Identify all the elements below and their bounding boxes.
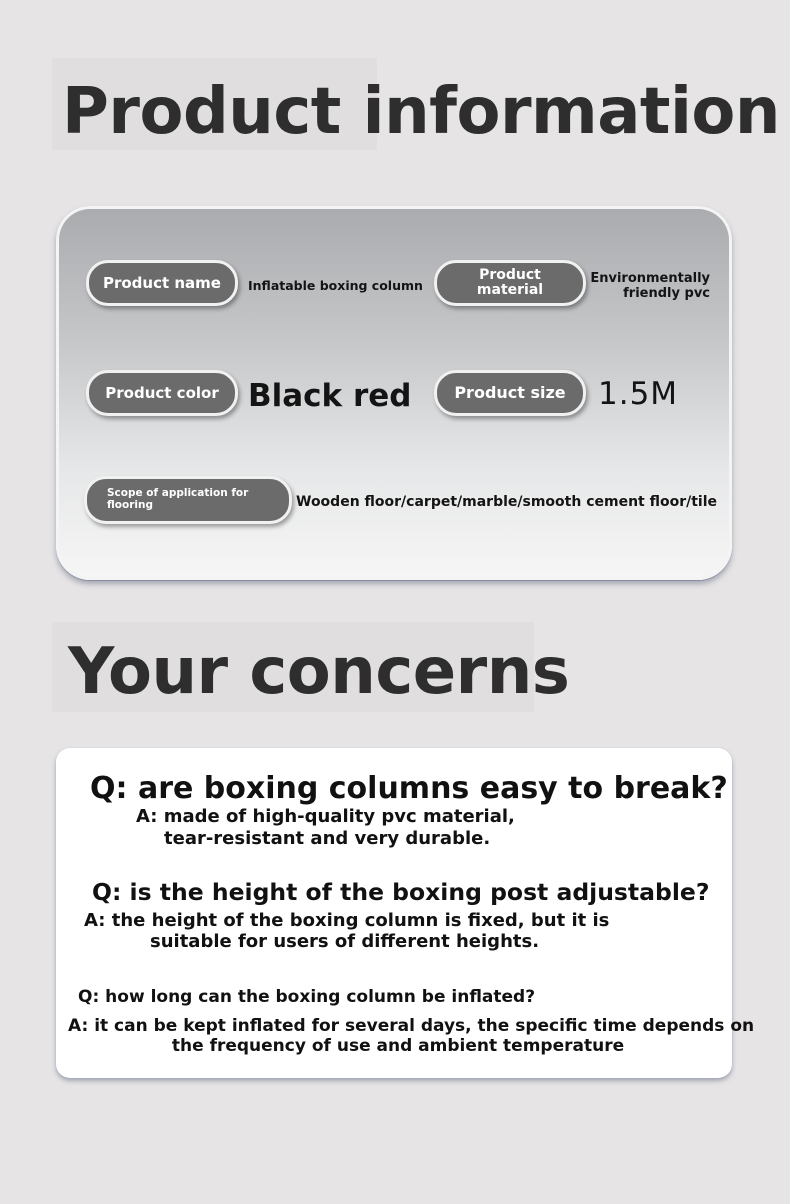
faq-answer-1	[136, 806, 515, 850]
faq-card	[56, 748, 755, 1078]
faq-answer-3-line-2: the frequency of use and ambient temperature	[171, 1036, 625, 1056]
product-material-value: Environmentally friendly pvc	[590, 271, 710, 301]
concerns-heading: Your concerns	[68, 635, 570, 709]
flooring-scope-value: Wooden floor/carpet/marble/smooth cement floor/tile	[296, 494, 718, 510]
product-info-heading: Product information	[62, 75, 780, 149]
faq-answer-2	[84, 910, 610, 952]
faq-answer-1-line-1: A: made of high-quality pvc material,	[136, 806, 515, 827]
flooring-scope-label: Scope of application for flooring	[84, 476, 292, 524]
faq-answer-3	[68, 1016, 755, 1056]
faq-question-3: Q: how long can the boxing column be inflated?	[78, 987, 536, 1007]
product-info-card	[56, 206, 732, 580]
product-size-label: Product size	[434, 370, 586, 416]
faq-question-2: Q: is the height of the boxing post adjustable?	[92, 878, 710, 906]
faq-answer-2-line-2: suitable for users of different heights.	[150, 931, 540, 952]
product-color-value: Black red	[248, 378, 412, 414]
faq-answer-2-line-1: A: the height of the boxing column is fixed, but it is	[84, 910, 610, 931]
faq-answer-3-line-1: A: it can be kept inflated for several days, the specific time depends on	[68, 1016, 755, 1036]
faq-answer-1-line-2: tear-resistant and very durable.	[164, 828, 491, 849]
product-name-label: Product name	[86, 260, 238, 306]
faq-question-1: Q: are boxing columns easy to break?	[90, 771, 728, 806]
product-name-value: Inflatable boxing column	[248, 278, 423, 293]
product-material-label-text: Product material	[476, 266, 544, 298]
product-color-label: Product color	[86, 370, 238, 416]
product-size-value: 1.5M	[598, 376, 679, 412]
product-material-label	[434, 260, 586, 306]
